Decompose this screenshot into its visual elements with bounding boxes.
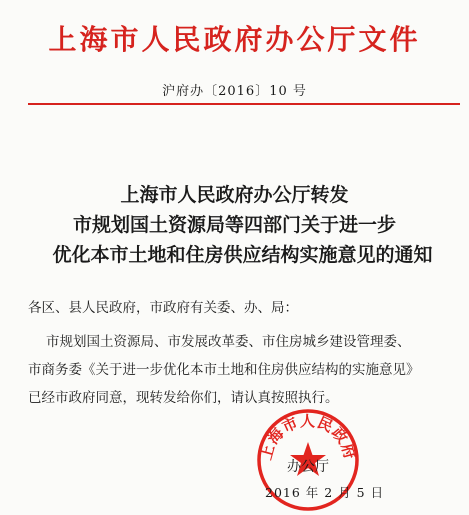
body-paragraph-line-3: 已经市政府同意，现转发给你们，请认真按照执行。 (28, 390, 339, 406)
document-title-line-3: 优化本市土地和住房供应结构实施意见的通知 (52, 244, 433, 266)
document-title-line-2: 市规划国土资源局等四部门关于进一步 (72, 214, 396, 236)
issuing-office: 办公厅 (287, 459, 329, 475)
addressee: 各区、县人民政府，市政府有关委、办、局： (28, 300, 298, 316)
document-title-line-1: 上海市人民政府办公厅转发 (120, 184, 349, 206)
header-divider (28, 103, 460, 105)
body-paragraph-line-2: 市商务委《关于进一步优化本市土地和住房供应结构的实施意见》 (28, 362, 420, 378)
issue-date: 2016 年 2 月 5 日 (265, 485, 385, 500)
document-header-title: 上海市人民政府办公厅文件 (48, 23, 421, 56)
seal-text: 上海市人民政府 (256, 412, 360, 462)
body-paragraph-line-1: 市规划国土资源局、市发展改革委、市住房城乡建设管理委、 (46, 334, 411, 350)
document-number: 沪府办〔2016〕10 号 (162, 84, 307, 99)
